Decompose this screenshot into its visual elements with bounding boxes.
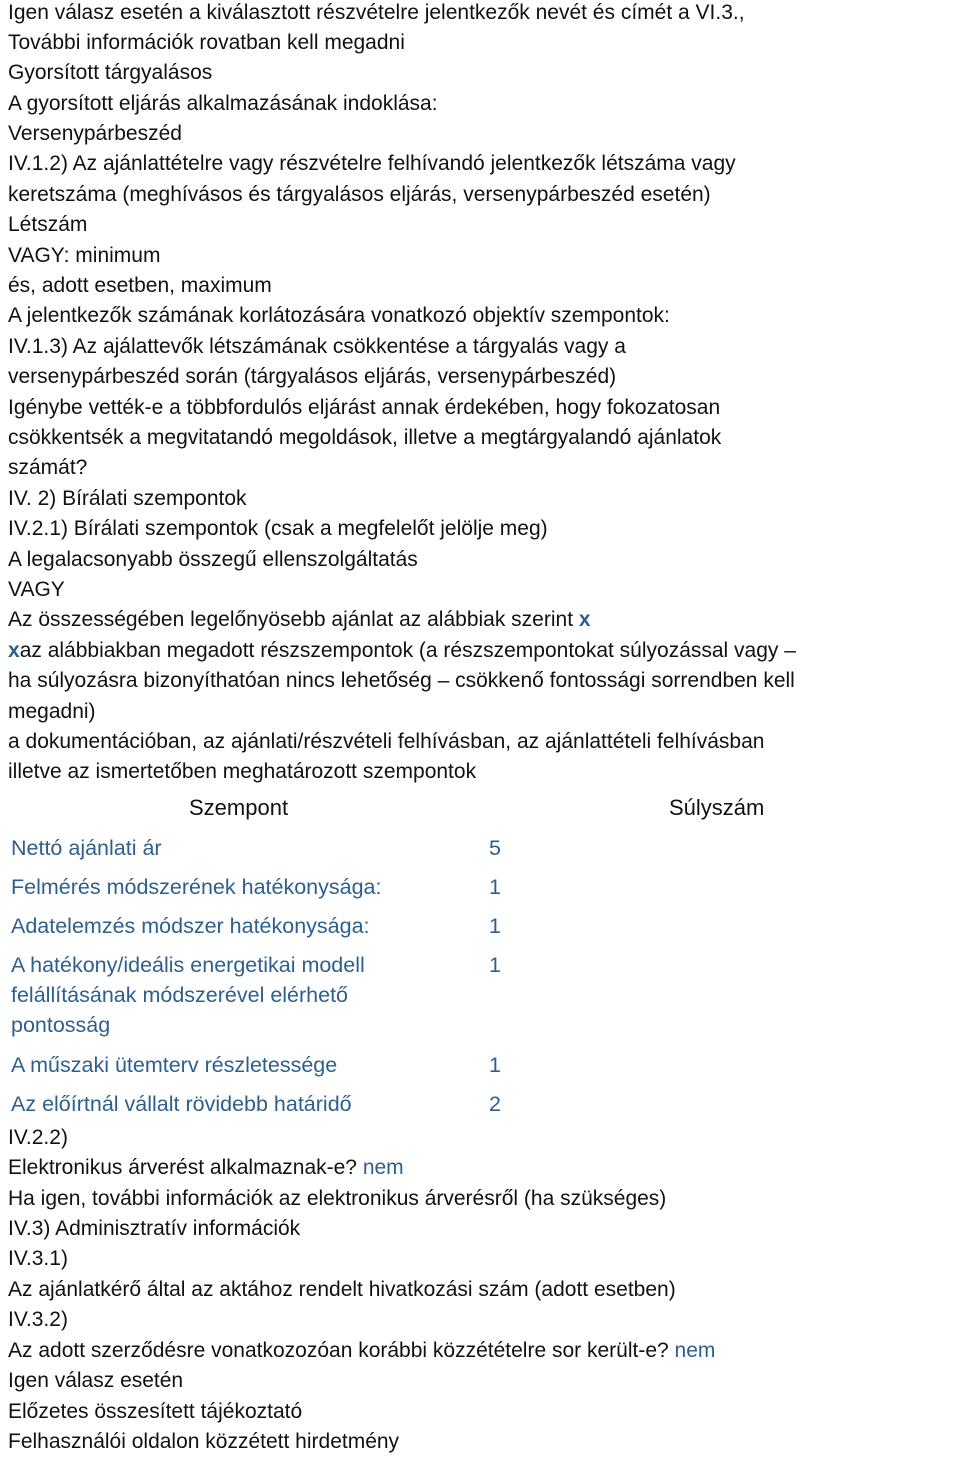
prior-publication-line: [8, 1338, 715, 1364]
text-line: Gyorsított tárgyalásos: [8, 61, 213, 84]
text-line: illetve az ismertetőben meghatározott szempontok: [8, 760, 477, 783]
text-line: Igen válasz esetén a kiválasztott részvételre jelentkezők nevét és címét a VI.3.,: [8, 1, 745, 24]
prior-question: Az adott szerződésre vonatkozozóan korábbi közzétételre sor került-e?: [8, 1339, 669, 1362]
sub-criteria-line: [8, 638, 796, 664]
criterion-cell: Adatelemzés módszer hatékonysága:: [11, 914, 370, 938]
best-value-line: [8, 607, 591, 633]
auction-line: [8, 1155, 404, 1181]
criterion-cell: A hatékony/ideális energetikai modell felállításának módszerével elérhető pontosság: [11, 953, 365, 1037]
table-header-criterion: Szempont: [189, 795, 289, 820]
text-line: versenypárbeszéd során (tárgyalásos eljárás, versenypárbeszéd): [8, 365, 617, 388]
text-line: A legalacsonyabb összegű ellenszolgáltatás: [8, 548, 418, 571]
selection-mark: x: [8, 639, 20, 662]
text-line: keretszáma (meghívásos és tárgyalásos eljárás, versenypárbeszéd esetén): [8, 183, 711, 206]
text-line: Felhasználói oldalon közzétett hirdetmény: [8, 1430, 400, 1453]
table-header-weight: Súlyszám: [669, 795, 765, 820]
section-heading: IV.1.2) Az ajánlattételre vagy részvételre felhívandó jelentkezők létszáma vagy: [8, 152, 736, 175]
weight-cell: 1: [489, 914, 501, 938]
section-heading: IV.3.2): [8, 1308, 68, 1331]
text-line: A gyorsított eljárás alkalmazásának indoklása:: [8, 92, 438, 115]
text-line: és, adott esetben, maximum: [8, 274, 272, 297]
weight-cell: 5: [489, 836, 501, 860]
criterion-cell: A műszaki ütemterv részletessége: [11, 1053, 338, 1077]
weight-cell: 1: [489, 953, 501, 977]
criterion-cell: Az előírtnál vállalt rövidebb határidő: [11, 1092, 352, 1116]
text-line: Igen válasz esetén: [8, 1369, 184, 1392]
text-line: Az ajánlatkérő által az aktához rendelt hivatkozási szám (adott esetben): [8, 1278, 676, 1301]
weight-cell: 1: [489, 875, 501, 899]
text-line: További információk rovatban kell megadni: [8, 31, 405, 54]
text-line: megadni): [8, 700, 96, 723]
prior-answer: nem: [674, 1339, 716, 1362]
text-line: VAGY: [8, 578, 65, 601]
section-heading: IV. 2) Bírálati szempontok: [8, 487, 247, 510]
section-heading: IV.2.1) Bírálati szempontok (csak a megfelelőt jelölje meg): [8, 517, 548, 540]
table-row: [11, 833, 531, 863]
text-line: számát?: [8, 456, 88, 479]
table-row: [11, 1050, 531, 1080]
section-heading: IV.3) Adminisztratív információk: [8, 1217, 301, 1240]
auction-answer: nem: [362, 1156, 404, 1179]
table-row: [11, 872, 531, 902]
table-row: [11, 950, 531, 1040]
criterion-cell: Nettó ajánlati ár: [11, 836, 162, 860]
section-heading: IV.1.3) Az ajálattevők létszámának csökkentése a tárgyalás vagy a: [8, 335, 626, 358]
text-line: Előzetes összesített tájékoztató: [8, 1400, 303, 1423]
text-line: csökkentsék a megvitatandó megoldások, illetve a megtárgyalandó ajánlatok: [8, 426, 722, 449]
weight-cell: 2: [489, 1092, 501, 1116]
selection-mark: x: [578, 608, 591, 631]
best-value-text: Az összességében legelőnyösebb ajánlat az alábbiak szerint: [8, 608, 574, 631]
text-line: Létszám: [8, 213, 88, 236]
table-row: [11, 911, 531, 941]
text-line: Versenypárbeszéd: [8, 122, 182, 145]
text-line: ha súlyozásra bizonyíthatóan nincs lehetőség – csökkenő fontossági sorrendben kell: [8, 669, 795, 692]
table-row: [11, 1089, 531, 1119]
text-line: Ha igen, további információk az elektronikus árverésről (ha szükséges): [8, 1187, 667, 1210]
text-line: A jelentkezők számának korlátozására vonatkozó objektív szempontok:: [8, 304, 670, 327]
sub-criteria-text: az alábbiakban megadott részszempontok (a részszempontokat súlyozással vagy –: [19, 639, 796, 662]
criterion-cell: Felmérés módszerének hatékonysága:: [11, 875, 382, 899]
section-heading: IV.2.2): [8, 1126, 68, 1149]
weight-cell: 1: [489, 1053, 501, 1077]
text-line: VAGY: minimum: [8, 244, 161, 267]
auction-question: Elektronikus árverést alkalmaznak-e?: [8, 1156, 357, 1179]
text-line: a dokumentációban, az ajánlati/részvételi felhívásban, az ajánlattételi felhívásban: [8, 730, 765, 753]
section-heading: IV.3.1): [8, 1247, 68, 1270]
text-line: Igénybe vették-e a többfordulós eljárást annak érdekében, hogy fokozatosan: [8, 396, 721, 419]
